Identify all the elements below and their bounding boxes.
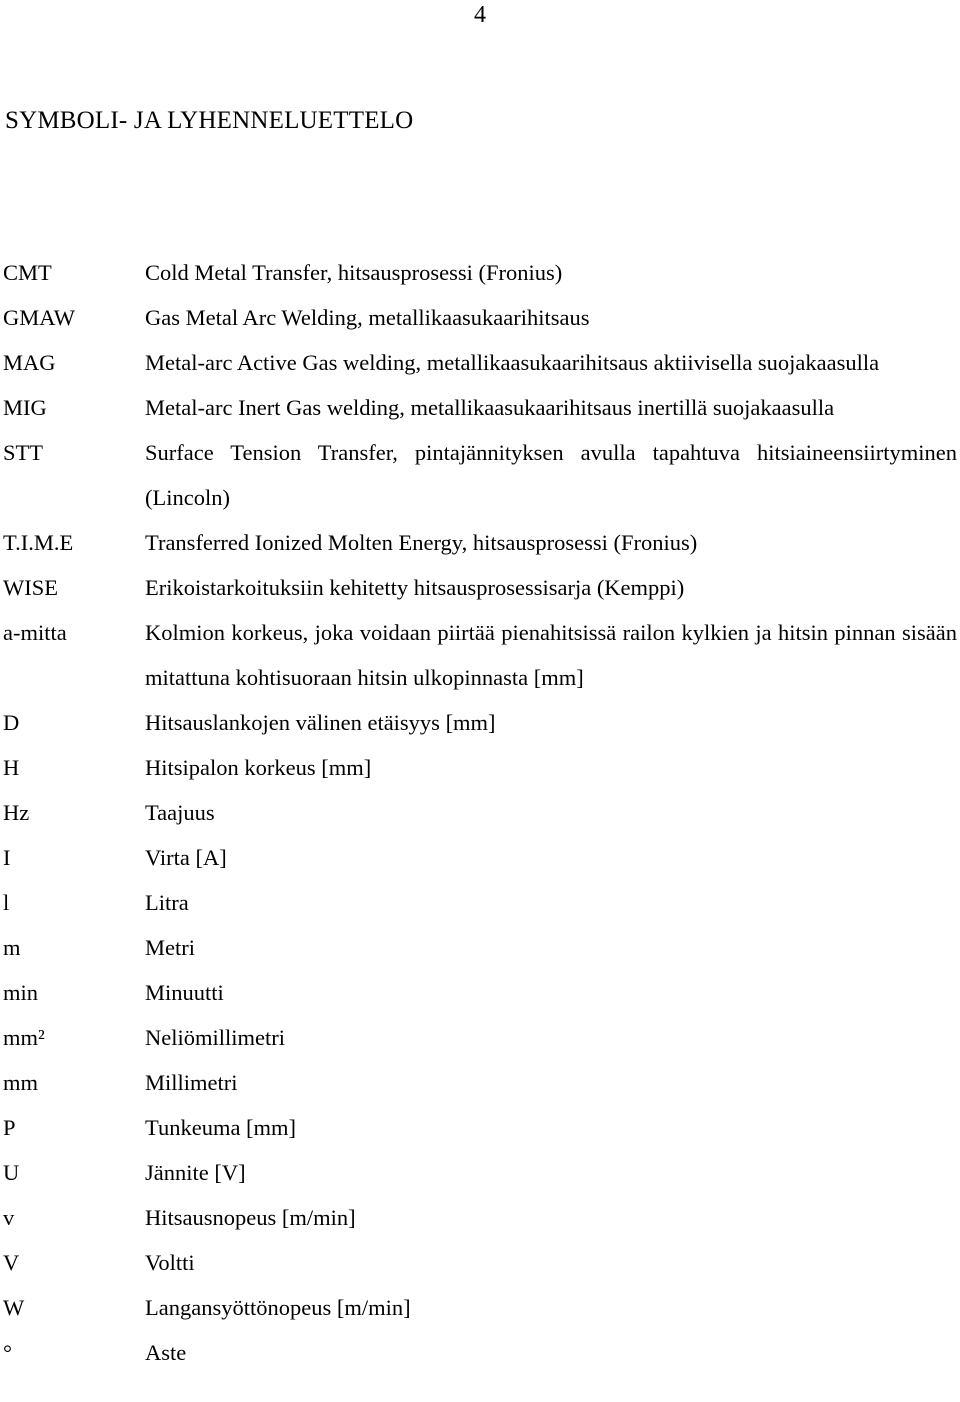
symbol-definition: Kolmion korkeus, joka voidaan piirtää pienahitsissä railon kylkien ja hitsin pinnan sisään mitattuna kohtisuoraan hitsin ulkopinnasta [mm]	[145, 620, 957, 690]
symbol-definition: Tunkeuma [mm]	[145, 1115, 297, 1140]
symbol-definition: Metri	[145, 935, 195, 960]
symbol-definition: Litra	[145, 890, 189, 915]
symbol-definition: Hitsausnopeus [m/min]	[145, 1205, 356, 1230]
symbol-term: mm	[3, 1070, 39, 1095]
list-item	[0, 1330, 960, 1375]
symbol-term: CMT	[3, 260, 52, 285]
list-item	[0, 430, 960, 520]
list-item	[0, 1105, 960, 1150]
symbol-term: P	[3, 1115, 16, 1140]
symbol-definition: Gas Metal Arc Welding, metallikaasukaarihitsaus	[145, 305, 590, 330]
list-item	[0, 1060, 960, 1105]
symbol-term: min	[3, 980, 39, 1005]
symbol-term: MAG	[3, 350, 56, 375]
symbol-term: V	[3, 1250, 20, 1275]
symbol-term: m	[3, 935, 21, 960]
symbol-definition: Minuutti	[145, 980, 224, 1005]
symbol-definition: Surface Tension Transfer, pintajännityksen avulla tapahtuva hitsiaineensiirtyminen (Lincoln)	[145, 440, 957, 510]
symbol-definition: Metal-arc Inert Gas welding, metallikaasukaarihitsaus inertillä suojakaasulla	[145, 395, 835, 420]
list-item	[0, 340, 960, 385]
symbol-term: v	[3, 1205, 15, 1230]
list-item	[0, 970, 960, 1015]
list-item	[0, 520, 960, 565]
list-item	[0, 1285, 960, 1330]
symbol-term: l	[3, 890, 10, 915]
symbol-definition: Taajuus	[145, 800, 215, 825]
symbol-term: WISE	[3, 575, 58, 600]
symbol-definition: Hitsauslankojen välinen etäisyys [mm]	[145, 710, 496, 735]
list-item	[0, 385, 960, 430]
list-item	[0, 1195, 960, 1240]
symbol-term: T.I.M.E	[3, 530, 74, 555]
symbol-definition: Hitsipalon korkeus [mm]	[145, 755, 372, 780]
list-item	[0, 295, 960, 340]
symbol-definition: Voltti	[145, 1250, 195, 1275]
symbol-list	[0, 250, 960, 1375]
symbol-definition: Cold Metal Transfer, hitsausprosessi (Fronius)	[145, 260, 563, 285]
symbol-term: Hz	[3, 800, 30, 825]
page-title: SYMBOLI- JA LYHENNELUETTELO	[5, 107, 414, 134]
list-item	[0, 1015, 960, 1060]
list-item	[0, 565, 960, 610]
symbol-term: I	[3, 845, 11, 870]
list-item	[0, 745, 960, 790]
symbol-definition: Langansyöttönopeus [m/min]	[145, 1295, 411, 1320]
symbol-definition: Neliömillimetri	[145, 1025, 285, 1050]
symbol-term: D	[3, 710, 20, 735]
list-item	[0, 1240, 960, 1285]
list-item	[0, 835, 960, 880]
symbol-term: °	[3, 1340, 12, 1365]
page-number: 4	[474, 2, 486, 28]
symbol-term: MIG	[3, 395, 47, 420]
list-item	[0, 250, 960, 295]
symbol-definition: Virta [A]	[145, 845, 227, 870]
symbol-term: GMAW	[3, 305, 75, 330]
list-item	[0, 880, 960, 925]
symbol-definition: Aste	[145, 1340, 187, 1365]
symbol-definition: Millimetri	[145, 1070, 238, 1095]
symbol-definition: Jännite [V]	[145, 1160, 246, 1185]
symbol-definition: Metal-arc Active Gas welding, metallikaasukaarihitsaus aktiivisella suojakaasulla	[145, 350, 880, 375]
symbol-term: U	[3, 1160, 20, 1185]
symbol-term: W	[3, 1295, 25, 1320]
list-item	[0, 925, 960, 970]
symbol-definition: Transferred Ionized Molten Energy, hitsausprosessi (Fronius)	[145, 530, 698, 555]
symbol-term: STT	[3, 440, 44, 465]
list-item	[0, 700, 960, 745]
symbol-term: H	[3, 755, 20, 780]
list-item	[0, 610, 960, 700]
symbol-term: mm²	[3, 1025, 45, 1050]
list-item	[0, 790, 960, 835]
symbol-definition: Erikoistarkoituksiin kehitetty hitsausprosessisarja (Kemppi)	[145, 575, 685, 600]
symbol-term: a-mitta	[3, 620, 67, 645]
list-item	[0, 1150, 960, 1195]
